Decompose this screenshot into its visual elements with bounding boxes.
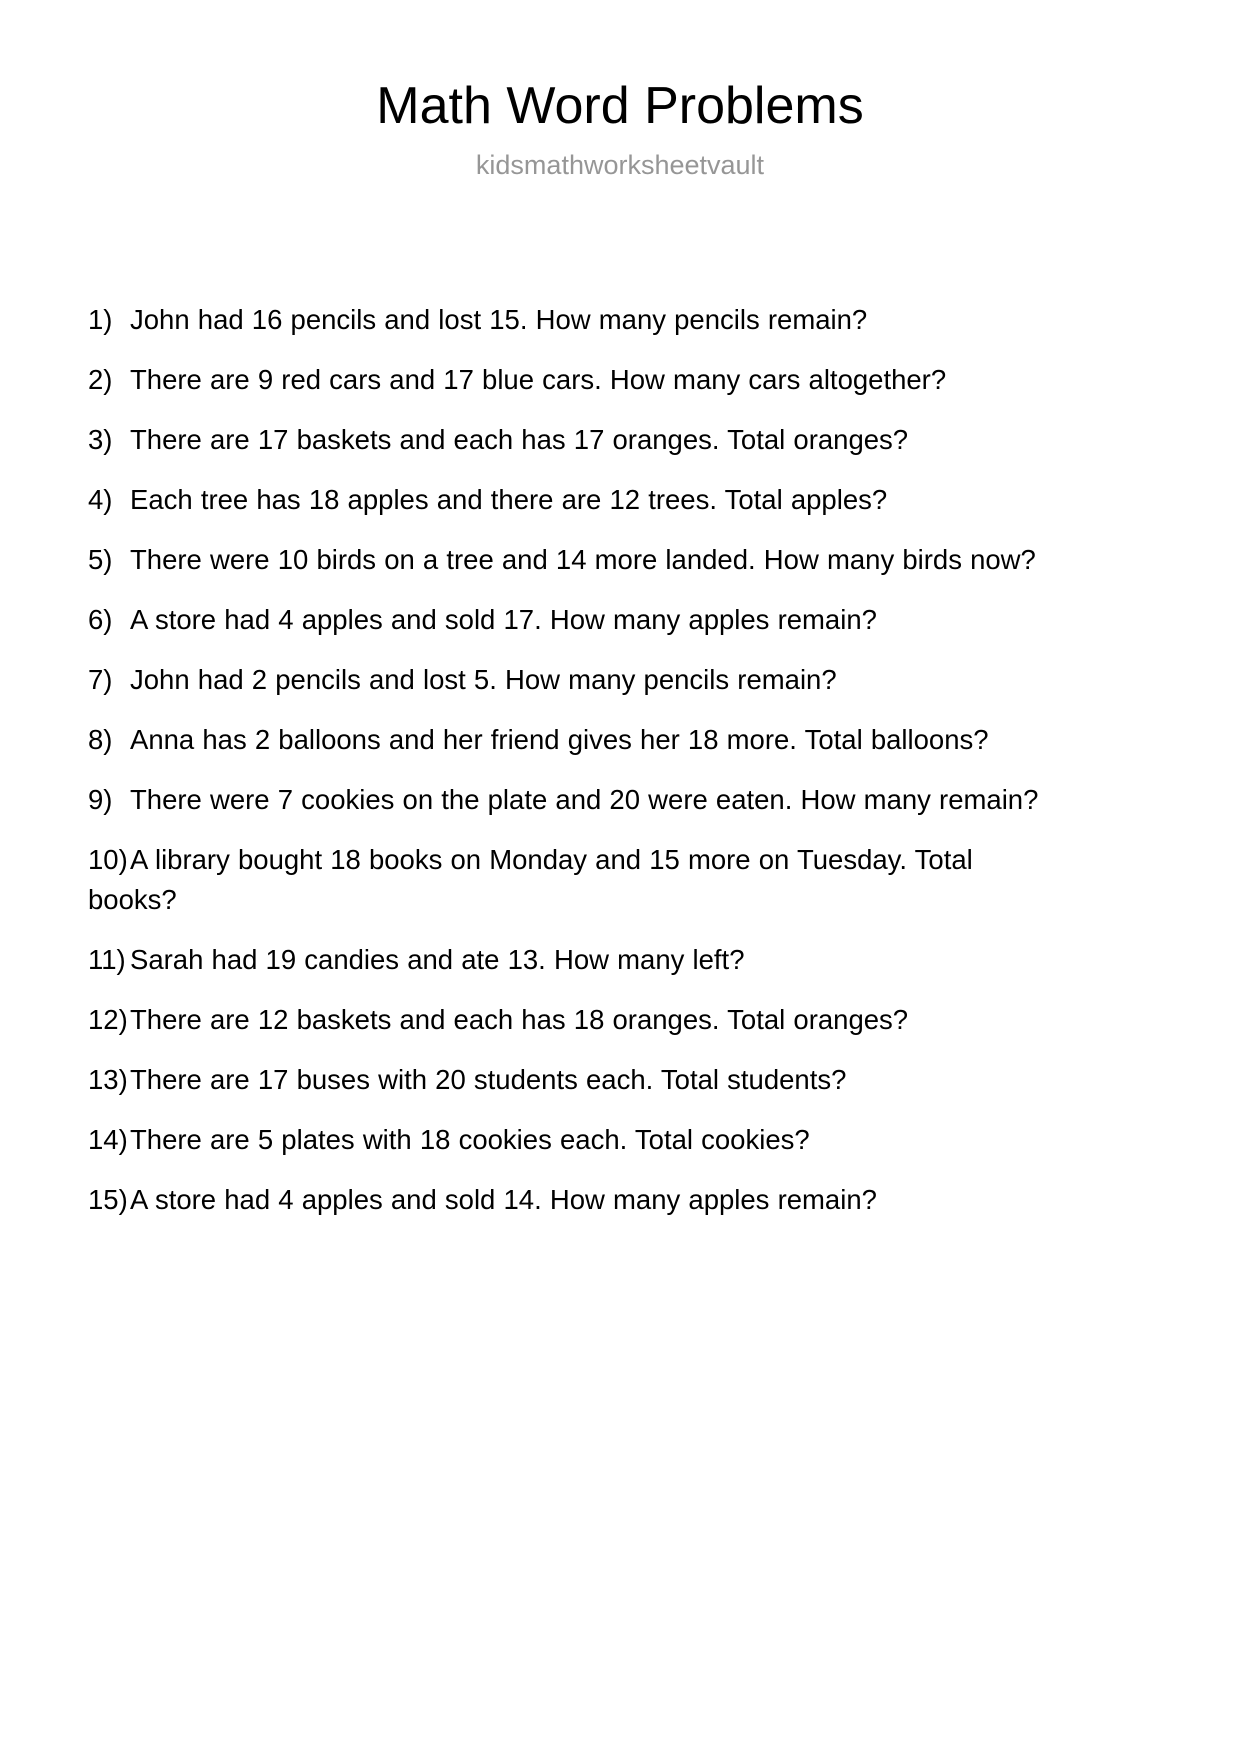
problem-item [88, 1000, 1040, 1040]
problem-text: A store had 4 apples and sold 17. How many apples remain? [130, 604, 877, 635]
problem-text: There were 10 birds on a tree and 14 more landed. How many birds now? [130, 544, 1036, 575]
problem-text: Each tree has 18 apples and there are 12 trees. Total apples? [130, 484, 888, 515]
problem-number: 5) [88, 544, 113, 575]
problem-number: 14) [88, 1124, 128, 1155]
problem-item [88, 360, 1040, 400]
problem-text: There are 9 red cars and 17 blue cars. How many cars altogether? [130, 364, 947, 395]
problem-number: 12) [88, 1004, 128, 1035]
problem-number: 2) [88, 364, 113, 395]
problem-item [88, 600, 1040, 640]
problem-list [88, 300, 1040, 1240]
problem-number: 9) [88, 784, 113, 815]
problem-number: 7) [88, 664, 113, 695]
problem-text: There are 12 baskets and each has 18 oranges. Total oranges? [130, 1004, 909, 1035]
worksheet-header [0, 0, 1240, 182]
problem-item [88, 480, 1040, 520]
problem-item [88, 780, 1040, 820]
problem-item [88, 300, 1040, 340]
problem-text: John had 2 pencils and lost 5. How many pencils remain? [130, 664, 837, 695]
problem-item [88, 720, 1040, 760]
problem-number: 10) [88, 844, 128, 875]
problem-text: John had 16 pencils and lost 15. How many pencils remain? [130, 304, 868, 335]
page-title: Math Word Problems [376, 77, 864, 135]
problem-item [88, 420, 1040, 460]
problem-text: There are 17 buses with 20 students each. Total students? [130, 1064, 847, 1095]
problem-text: Anna has 2 balloons and her friend gives her 18 more. Total balloons? [130, 724, 989, 755]
problem-item [88, 540, 1040, 580]
problem-text: A library bought 18 books on Monday and 15 more on Tuesday. Total books? [88, 844, 973, 915]
problem-item [88, 1060, 1040, 1100]
problem-number: 6) [88, 604, 113, 635]
problem-number: 3) [88, 424, 113, 455]
page-subtitle: kidsmathworksheetvault [475, 150, 765, 181]
problem-item [88, 1120, 1040, 1160]
problem-number: 15) [88, 1184, 128, 1215]
problem-text: Sarah had 19 candies and ate 13. How many left? [130, 944, 745, 975]
problem-number: 13) [88, 1064, 128, 1095]
problem-item [88, 840, 1040, 920]
problem-text: There are 5 plates with 18 cookies each. Total cookies? [130, 1124, 810, 1155]
problem-item [88, 660, 1040, 700]
problem-text: There were 7 cookies on the plate and 20 were eaten. How many remain? [130, 784, 1039, 815]
problem-text: There are 17 baskets and each has 17 oranges. Total oranges? [130, 424, 909, 455]
problem-number: 1) [88, 304, 113, 335]
problem-number: 4) [88, 484, 113, 515]
problem-item [88, 940, 1040, 980]
problem-number: 11) [88, 944, 126, 975]
problem-text: A store had 4 apples and sold 14. How many apples remain? [130, 1184, 877, 1215]
problem-item [88, 1180, 1040, 1220]
problem-number: 8) [88, 724, 113, 755]
